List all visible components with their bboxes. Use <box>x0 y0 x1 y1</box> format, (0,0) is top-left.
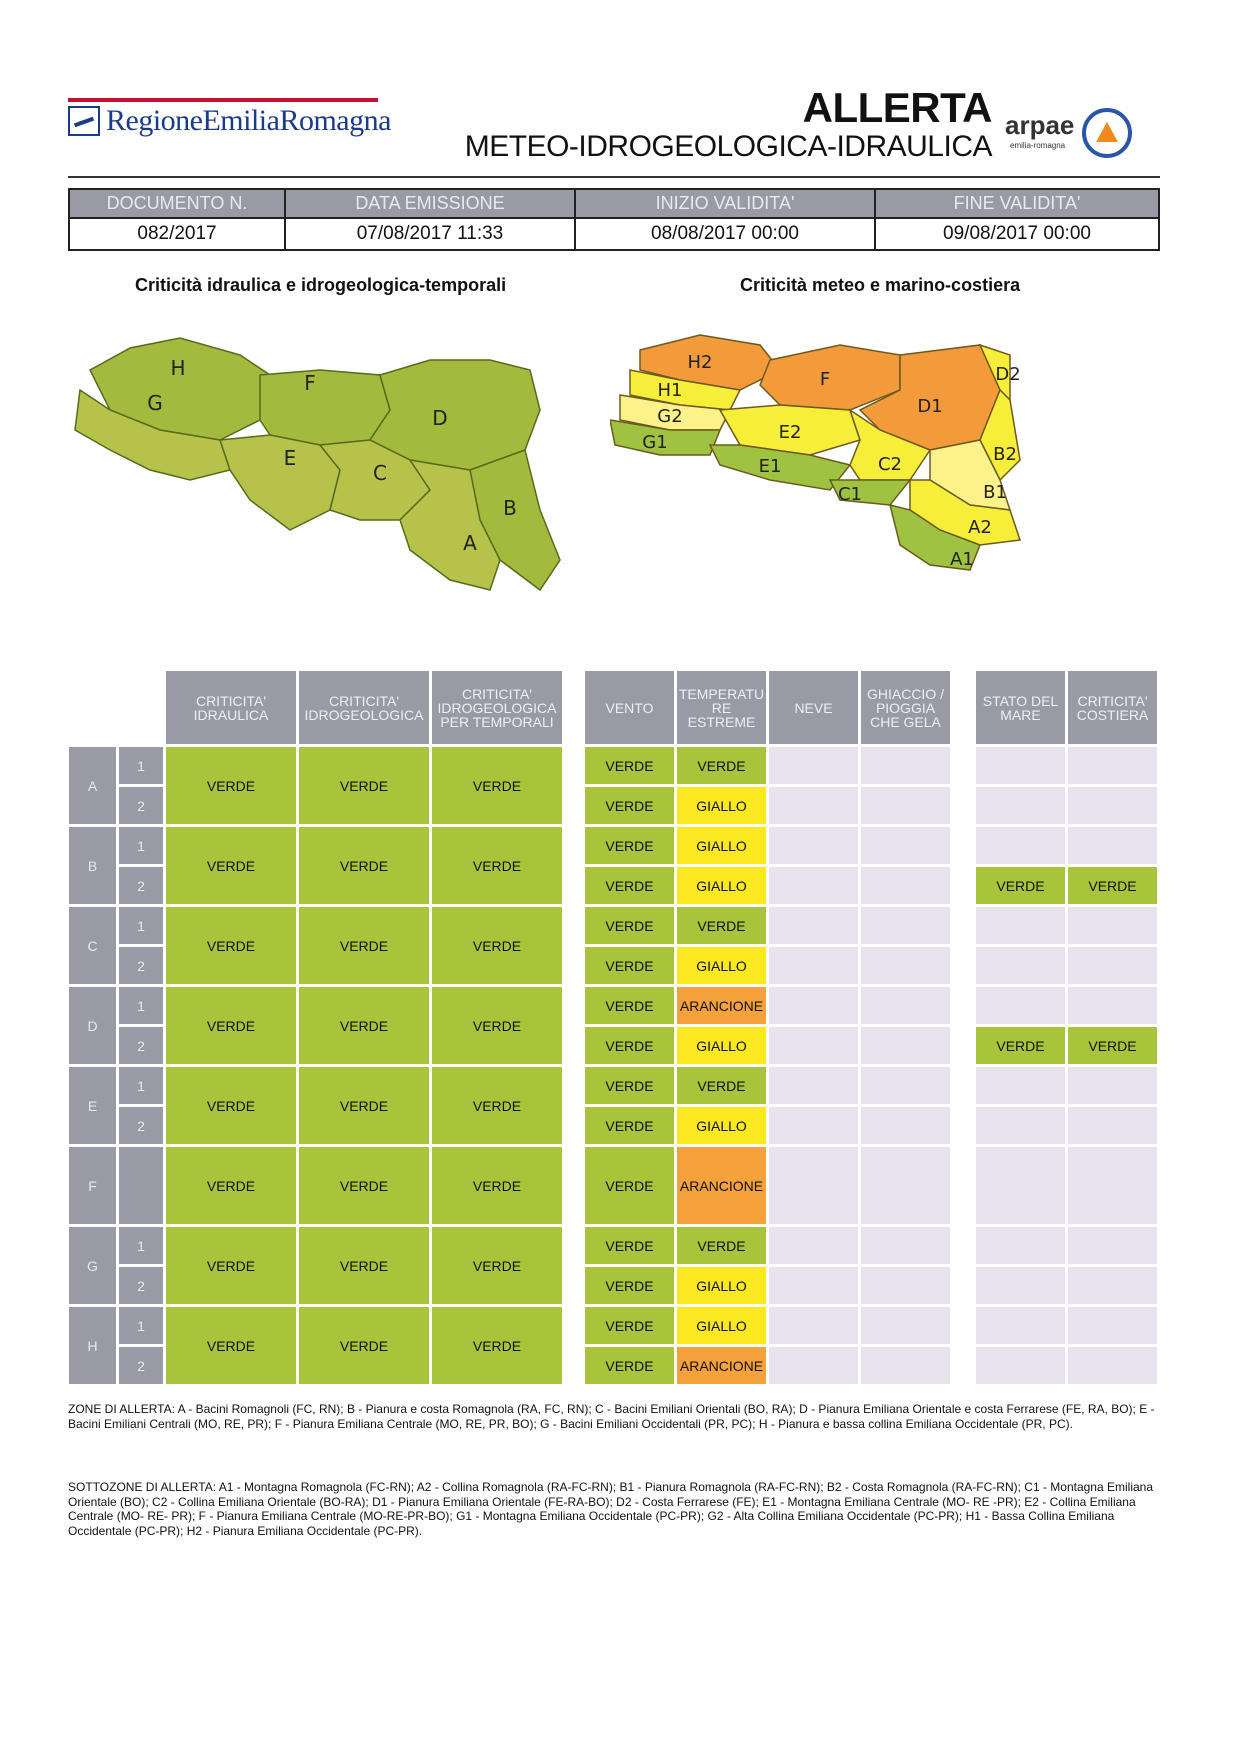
map-label-g: G <box>147 391 163 415</box>
costiera-row <box>976 827 1157 864</box>
criticita-table <box>66 668 565 1387</box>
stato-mare-cell <box>976 1107 1065 1144</box>
ghiaccio-cell <box>861 907 950 944</box>
doc-number-label: DOCUMENTO N. <box>69 189 285 218</box>
neve-cell <box>769 1147 858 1224</box>
costiera-row <box>976 1347 1157 1384</box>
meteo-row <box>585 987 950 1024</box>
zone-label: A <box>69 747 116 824</box>
criticita-costiera-cell <box>1068 1267 1157 1304</box>
criticita-idraulica-cell: VERDE <box>166 1307 296 1384</box>
subzone-label: 2 <box>119 947 163 984</box>
ghiaccio-cell <box>861 1227 950 1264</box>
emission-date-value: 07/08/2017 11:33 <box>285 218 575 250</box>
criticita-costiera-cell <box>1068 907 1157 944</box>
subzone-label: 1 <box>119 1067 163 1104</box>
stato-mare-cell <box>976 1347 1065 1384</box>
stato-mare-cell: VERDE <box>976 867 1065 904</box>
temperature-cell: GIALLO <box>677 787 766 824</box>
map-label-a2: A2 <box>968 517 992 538</box>
costiera-table <box>973 668 1160 1387</box>
neve-cell <box>769 1347 858 1384</box>
subzone-label: 1 <box>119 907 163 944</box>
neve-cell <box>769 987 858 1024</box>
map-label-a: A <box>463 531 477 555</box>
temperature-cell: VERDE <box>677 747 766 784</box>
criticita-costiera-cell: VERDE <box>1068 1027 1157 1064</box>
vento-cell: VERDE <box>585 1147 674 1224</box>
ghiaccio-cell <box>861 787 950 824</box>
stato-mare-cell <box>976 1147 1065 1224</box>
temperature-cell: GIALLO <box>677 1267 766 1304</box>
zone-notes: ZONE DI ALLERTA: A - Bacini Romagnoli (FC, RN); B - Pianura e costa Romagnola (RA, FC, RN); C - Bacini Emiliani Orientali (BO, RA); D - Pianura Emiliana Orientale e costa Ferrarese (FE, RA, BO); E - Bacini Emiliani Centrali (MO, RE, PR); F - Pianura Emiliana Centrale (MO, RE, PR, BO); G - Bacini Emiliani Occidentali (PR, PC); H - Pianura e bassa collina Emiliana Occidentale (PR, PC). <box>68 1402 1155 1431</box>
subzone-label: 2 <box>119 787 163 824</box>
neve-cell <box>769 1307 858 1344</box>
ghiaccio-cell <box>861 827 950 864</box>
stato-mare-cell <box>976 1267 1065 1304</box>
criticita-idrogeologica-cell: VERDE <box>299 1147 429 1224</box>
criticita-idrogeologica-cell: VERDE <box>299 907 429 984</box>
stato-mare-cell <box>976 1227 1065 1264</box>
meteo-row <box>585 827 950 864</box>
map-label-b: B <box>503 496 517 520</box>
criticita-idraulica-cell: VERDE <box>166 907 296 984</box>
ghiaccio-cell <box>861 1107 950 1144</box>
criticita-idrogeologica-cell: VERDE <box>299 747 429 824</box>
criticita-costiera-cell <box>1068 1067 1157 1104</box>
meteo-row <box>585 1067 950 1104</box>
map-label-h1: H1 <box>657 380 683 401</box>
map-label-e: E <box>283 446 297 470</box>
map-label-d2: D2 <box>995 364 1021 385</box>
criticita-temporali-cell: VERDE <box>432 987 562 1064</box>
zone-label: G <box>69 1227 116 1304</box>
criticita-idrogeologica-cell: VERDE <box>299 1067 429 1144</box>
document-info-table <box>68 188 1160 251</box>
stato-mare-cell <box>976 787 1065 824</box>
temperature-cell: GIALLO <box>677 827 766 864</box>
vento-cell: VERDE <box>585 1107 674 1144</box>
costiera-row <box>976 987 1157 1024</box>
vento-cell: VERDE <box>585 907 674 944</box>
temperature-cell: VERDE <box>677 1067 766 1104</box>
page-subtitle: METEO-IDROGEOLOGICA-IDRAULICA <box>464 130 992 163</box>
temperature-cell: GIALLO <box>677 947 766 984</box>
zone-row <box>69 987 562 1024</box>
costiera-row <box>976 1267 1157 1304</box>
vento-cell: VERDE <box>585 1267 674 1304</box>
map-label-b2: B2 <box>993 444 1017 465</box>
stato-mare-cell <box>976 1067 1065 1104</box>
validity-start-label: INIZIO VALIDITA' <box>575 189 875 218</box>
regione-logo <box>68 98 391 148</box>
meteo-row <box>585 947 950 984</box>
criticita-costiera-cell <box>1068 1307 1157 1344</box>
stato-mare-cell <box>976 1307 1065 1344</box>
temperature-cell: GIALLO <box>677 1107 766 1144</box>
vento-cell: VERDE <box>585 1027 674 1064</box>
temperature-cell: VERDE <box>677 1227 766 1264</box>
vento-cell: VERDE <box>585 827 674 864</box>
stato-mare-cell <box>976 947 1065 984</box>
criticita-temporali-cell: VERDE <box>432 827 562 904</box>
temperature-cell: ARANCIONE <box>677 1147 766 1224</box>
header-criticita-costiera: CRITICITA' COSTIERA <box>1068 671 1157 744</box>
zone-row <box>69 907 562 944</box>
criticita-idrogeologica-cell: VERDE <box>299 1227 429 1304</box>
temperature-cell: GIALLO <box>677 1027 766 1064</box>
map-zone-e <box>220 435 340 530</box>
criticita-idraulica-cell: VERDE <box>166 827 296 904</box>
neve-cell <box>769 747 858 784</box>
map-label-b1: B1 <box>983 482 1007 503</box>
subzone-label: 2 <box>119 1107 163 1144</box>
subzone-label: 1 <box>119 987 163 1024</box>
vento-cell: VERDE <box>585 1347 674 1384</box>
zone-row <box>69 827 562 864</box>
costiera-row <box>976 1227 1157 1264</box>
map-label-a1: A1 <box>950 549 974 570</box>
temperature-cell: VERDE <box>677 907 766 944</box>
subzone-label: 2 <box>119 867 163 904</box>
header-criticita-temporali: CRITICITA' IDROGEOLOGICA PER TEMPORALI <box>432 671 562 744</box>
vento-cell: VERDE <box>585 1067 674 1104</box>
map-label-d1: D1 <box>917 396 943 417</box>
costiera-row <box>976 947 1157 984</box>
header-criticita-idraulica: CRITICITA' IDRAULICA <box>166 671 296 744</box>
map-label-g2: G2 <box>657 406 683 427</box>
meteo-row <box>585 1227 950 1264</box>
subzone-label <box>119 1147 163 1224</box>
meteo-row <box>585 1147 950 1224</box>
criticita-costiera-cell <box>1068 987 1157 1024</box>
validity-end-label: FINE VALIDITA' <box>875 189 1159 218</box>
neve-cell <box>769 1067 858 1104</box>
header-ghiaccio: GHIACCIO / PIOGGIA CHE GELA <box>861 671 950 744</box>
ghiaccio-cell <box>861 987 950 1024</box>
subzone-label: 2 <box>119 1027 163 1064</box>
subzone-label: 1 <box>119 747 163 784</box>
stato-mare-cell <box>976 907 1065 944</box>
zone-row <box>69 1067 562 1104</box>
map-label-e2: E2 <box>778 422 802 443</box>
zone-label: E <box>69 1067 116 1144</box>
criticita-temporali-cell: VERDE <box>432 1147 562 1224</box>
criticita-costiera-cell <box>1068 1107 1157 1144</box>
meteo-row <box>585 1267 950 1304</box>
vento-cell: VERDE <box>585 1307 674 1344</box>
stato-mare-cell: VERDE <box>976 1027 1065 1064</box>
validity-start-value: 08/08/2017 00:00 <box>575 218 875 250</box>
neve-cell <box>769 1107 858 1144</box>
costiera-row <box>976 787 1157 824</box>
ghiaccio-cell <box>861 1147 950 1224</box>
zone-label: H <box>69 1307 116 1384</box>
ghiaccio-cell <box>861 1307 950 1344</box>
criticita-temporali-cell: VERDE <box>432 1067 562 1144</box>
right-zone-map <box>610 330 1160 630</box>
sottozone-notes: SOTTOZONE DI ALLERTA: A1 - Montagna Romagnola (FC-RN); A2 - Collina Romagnola (RA-FC-RN); B1 - Pianura Romagnola (RA-FC-RN); B2 - Costa Romagnola (RA-FC-RN); C1 - Montagna Emiliana Orientale (BO); C2 - Collina Emiliana Orientale (BO-RA); D1 - Pianura Emiliana Orientale (FE-RA-BO); D2 - Costa Ferrarese (FE); E1 - Montagna Emiliana Centrale (MO- RE -PR); E2 - Collina Emiliana Centrale (MO- RE- PR); F - Pianura Emiliana Centrale (MO-RE-PR-BO); G1 - Montagna Emiliana Occidentale (PC-PR); G2 - Alta Collina Emiliana Occidentale (PC-PR); H1 - Bassa Collina Emiliana Occidentale (PC-PR); H2 - Pianura Emiliana Occidentale (PC-PR). <box>68 1480 1154 1538</box>
vento-cell: VERDE <box>585 867 674 904</box>
zone-row <box>69 1307 562 1344</box>
criticita-temporali-cell: VERDE <box>432 1307 562 1384</box>
logo-text: RegioneEmiliaRomagna <box>106 104 391 137</box>
meteo-row <box>585 1347 950 1384</box>
ghiaccio-cell <box>861 747 950 784</box>
neve-cell <box>769 787 858 824</box>
zone-label: F <box>69 1147 116 1224</box>
map-zone-f <box>260 370 390 445</box>
neve-cell <box>769 827 858 864</box>
stato-mare-cell <box>976 747 1065 784</box>
criticita-idraulica-cell: VERDE <box>166 1227 296 1304</box>
costiera-row <box>976 747 1157 784</box>
neve-cell <box>769 1227 858 1264</box>
meteo-row <box>585 907 950 944</box>
neve-cell <box>769 1027 858 1064</box>
costiera-row <box>976 1067 1157 1104</box>
ghiaccio-cell <box>861 1027 950 1064</box>
right-map-title: Criticità meteo e marino-costiera <box>740 275 1021 295</box>
costiera-row <box>976 1027 1157 1064</box>
vento-cell: VERDE <box>585 947 674 984</box>
criticita-idraulica-cell: VERDE <box>166 987 296 1064</box>
vento-cell: VERDE <box>585 1227 674 1264</box>
map-label-c: C <box>373 461 387 485</box>
map-label-f: F <box>304 371 316 395</box>
criticita-costiera-cell <box>1068 947 1157 984</box>
meteo-row <box>585 1307 950 1344</box>
criticita-costiera-cell <box>1068 1147 1157 1224</box>
zone-row <box>69 747 562 784</box>
ghiaccio-cell <box>861 1267 950 1304</box>
temperature-cell: ARANCIONE <box>677 987 766 1024</box>
zone-label: D <box>69 987 116 1064</box>
meteo-row <box>585 1107 950 1144</box>
zone-row <box>69 1227 562 1264</box>
validity-end-value: 09/08/2017 00:00 <box>875 218 1159 250</box>
meteo-table <box>582 668 953 1387</box>
criticita-idrogeologica-cell: VERDE <box>299 987 429 1064</box>
header-criticita-idrogeologica: CRITICITA' IDROGEOLOGICA <box>299 671 429 744</box>
subzone-label: 1 <box>119 827 163 864</box>
criticita-costiera-cell <box>1068 787 1157 824</box>
subzone-label: 2 <box>119 1267 163 1304</box>
arpae-logo-sub: emilia-romagna <box>1010 141 1066 150</box>
subzone-label: 2 <box>119 1347 163 1384</box>
neve-cell <box>769 867 858 904</box>
zone-label: B <box>69 827 116 904</box>
regione-emblem-icon <box>68 106 100 136</box>
criticita-costiera-cell: VERDE <box>1068 867 1157 904</box>
stato-mare-cell <box>976 827 1065 864</box>
temperature-cell: GIALLO <box>677 1307 766 1344</box>
subzone-label: 1 <box>119 1307 163 1344</box>
map-label-e1: E1 <box>758 456 782 477</box>
map-label-h2: H2 <box>687 352 713 373</box>
ghiaccio-cell <box>861 947 950 984</box>
ghiaccio-cell <box>861 1067 950 1104</box>
header-divider <box>68 176 1160 178</box>
emission-date-label: DATA EMISSIONE <box>285 189 575 218</box>
header-neve: NEVE <box>769 671 858 744</box>
vento-cell: VERDE <box>585 747 674 784</box>
map-label-f: F <box>819 369 831 390</box>
map-label-h: H <box>170 356 186 380</box>
criticita-idrogeologica-cell: VERDE <box>299 1307 429 1384</box>
header-vento: VENTO <box>585 671 674 744</box>
page-title: ALLERTA <box>802 84 992 131</box>
meteo-row <box>585 787 950 824</box>
criticita-idraulica-cell: VERDE <box>166 1067 296 1144</box>
meteo-row <box>585 1027 950 1064</box>
header-stato-mare: STATO DEL MARE <box>976 671 1065 744</box>
criticita-temporali-cell: VERDE <box>432 907 562 984</box>
zone-label: C <box>69 907 116 984</box>
vento-cell: VERDE <box>585 787 674 824</box>
criticita-costiera-cell <box>1068 747 1157 784</box>
header-temperature-estreme: TEMPERATU RE ESTREME <box>677 671 766 744</box>
meteo-row <box>585 867 950 904</box>
criticita-costiera-cell <box>1068 827 1157 864</box>
arpae-logo: arpae <box>1005 110 1075 140</box>
zone-row <box>69 1147 562 1224</box>
protezione-civile-icon <box>1082 108 1132 158</box>
map-label-d: D <box>432 406 448 430</box>
temperature-cell: ARANCIONE <box>677 1347 766 1384</box>
neve-cell <box>769 947 858 984</box>
criticita-costiera-cell <box>1068 1347 1157 1384</box>
ghiaccio-cell <box>861 1347 950 1384</box>
left-zone-map <box>70 330 590 630</box>
criticita-idraulica-cell: VERDE <box>166 1147 296 1224</box>
costiera-row <box>976 1147 1157 1224</box>
neve-cell <box>769 1267 858 1304</box>
map-label-g1: G1 <box>642 432 668 453</box>
costiera-row <box>976 907 1157 944</box>
logo-red-bar <box>68 98 378 102</box>
left-map-title: Criticità idraulica e idrogeologica-temporali <box>135 275 507 295</box>
costiera-row <box>976 867 1157 904</box>
costiera-row <box>976 1307 1157 1344</box>
stato-mare-cell <box>976 987 1065 1024</box>
criticita-idrogeologica-cell: VERDE <box>299 827 429 904</box>
subzone-label: 1 <box>119 1227 163 1264</box>
ghiaccio-cell <box>861 867 950 904</box>
temperature-cell: GIALLO <box>677 867 766 904</box>
map-label-c1: C1 <box>837 484 863 505</box>
criticita-temporali-cell: VERDE <box>432 747 562 824</box>
meteo-row <box>585 747 950 784</box>
vento-cell: VERDE <box>585 987 674 1024</box>
costiera-row <box>976 1107 1157 1144</box>
doc-number-value: 082/2017 <box>69 218 285 250</box>
map-label-c2: C2 <box>877 454 903 475</box>
neve-cell <box>769 907 858 944</box>
criticita-costiera-cell <box>1068 1227 1157 1264</box>
criticita-temporali-cell: VERDE <box>432 1227 562 1304</box>
criticita-idraulica-cell: VERDE <box>166 747 296 824</box>
